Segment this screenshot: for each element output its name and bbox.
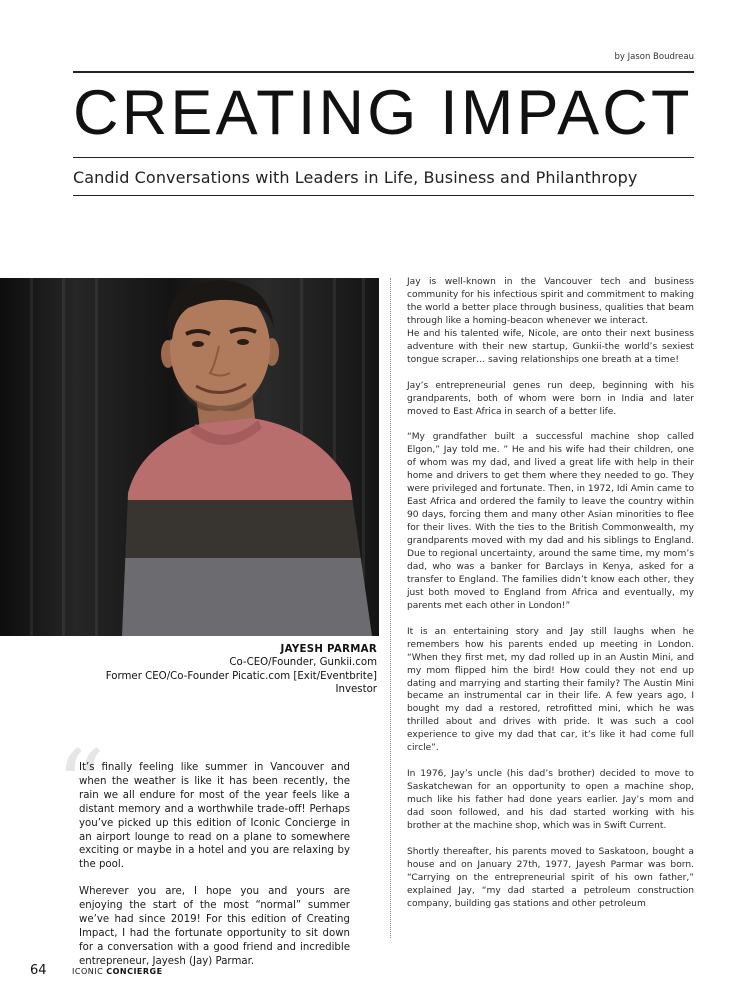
caption-name: JAYESH PARMAR bbox=[280, 644, 377, 655]
subtitle-rule bbox=[73, 195, 694, 196]
caption-line: Former CEO/Co-Founder Picatic.com [Exit/Eventbrite] bbox=[105, 670, 377, 682]
portrait-photo bbox=[0, 278, 379, 636]
article-paragraph: He and his talented wife, Nicole, are onto their next business adventure with their new startup, Gunkii-the world’s sexiest tongue scraper… saving relationships one breath at a time! bbox=[407, 328, 694, 365]
page-subtitle: Candid Conversations with Leaders in Life, Business and Philanthropy bbox=[73, 168, 638, 187]
intro-column bbox=[79, 761, 350, 982]
column-divider bbox=[390, 278, 391, 938]
page-title: CREATING IMPACT bbox=[73, 78, 693, 148]
brand-bold: CONCIERGE bbox=[106, 967, 163, 976]
page-number: 64 bbox=[30, 963, 47, 978]
byline: by Jason Boudreau bbox=[614, 52, 694, 62]
article-paragraph: Jay’s entrepreneurial genes run deep, beginning with his grandparents, both of whom were born in India and later moved to East Africa in search of a better life. bbox=[407, 380, 694, 417]
portrait-illustration bbox=[0, 278, 379, 636]
photo-caption bbox=[106, 643, 377, 696]
brand-light: ICONIC bbox=[72, 967, 107, 976]
article-paragraph: In 1976, Jay’s uncle (his dad’s brother) decided to move to Saskatchewan for an opportunity to open a machine shop, much like his father had done years earlier. Jay’s mom and dad soon followed, and his dad started working with his brother at the machine shop, which was in Swift Current. bbox=[407, 769, 694, 831]
caption-line: Co-CEO/Founder, Gunkii.com bbox=[229, 657, 377, 669]
top-rule bbox=[73, 71, 694, 73]
intro-paragraph: It’s finally feeling like summer in Vancouver and when the weather is like it has been recently, the rain we all endure for most of the year feels like a distant memory and a worthwhile trade-off! Perhaps you’ve picked up this edition of Iconic Concierge in an airport lounge to read on a plane to somewhere exciting or maybe in a hotel and you are relaxing by the pool. bbox=[79, 762, 350, 871]
footer-brand bbox=[72, 967, 163, 976]
article-paragraph: It is an entertaining story and Jay still laughs when he remembers how his parents ended up meeting in London. “When they first met, my dad rolled up in an Austin Mini, and my mom flipped him the bird! How could they not end up dating and marrying and starting their family? The Austin Mini became an instrumental car in their life. A few years ago, I bought my dad a restored, retrofitted mini, which he was thrilled about and drives with pride. It was such a cool experience to give my dad that car, it’s like it had come full circle”. bbox=[407, 626, 694, 754]
article-paragraph: “My grandfather built a successful machine shop called Elgon,” Jay told me. ” He and his wife had their children, one of whom was my dad, and lived a great life with help in their home and drivers to get them where they needed to go. They were privileged and fortunate. Then, in 1972, Idi Amin came to East Africa and ordered the family to leave the country within 90 days, forcing them and many other Asian minorities to flee for their lives. With the ties to the British Commonwealth, my grandparents moved with my dad and his siblings to England. Due to regional uncertainty, around the same time, my mom’s dad, who was a banker for Barclays in Kenya, asked for a transfer to England. The families didn’t know each other, they just both moved to England from Africa and eventually, my parents met each other in London!” bbox=[407, 432, 695, 611]
caption-line: Investor bbox=[335, 683, 377, 695]
article-paragraph: Jay is well-known in the Vancouver tech and business community for his infectious spirit and commitment to making the world a better place through business, qualities that beam through like a homing-beacon whenever we interact. bbox=[407, 277, 694, 326]
article-column bbox=[407, 276, 694, 924]
article-paragraph: Shortly thereafter, his parents moved to Saskatoon, bought a house and on January 27th, 1977, Jayesh Parmar was born. “Carrying on the entrepreneurial spirit of his own father,” explained Jay, “my dad started a petroleum construction company, building gas stations and other petroleum bbox=[407, 846, 694, 909]
intro-paragraph: Wherever you are, I hope you and yours are enjoying the start of the most “normal” summer we’ve had since 2019! For this edition of Creating Impact, I had the fortunate opportunity to sit down for a conversation with a good friend and incredible entrepreneur, Jayesh (Jay) Parmar. bbox=[79, 886, 350, 967]
quote-mark-icon: “ bbox=[56, 730, 106, 842]
title-rule bbox=[73, 157, 694, 158]
